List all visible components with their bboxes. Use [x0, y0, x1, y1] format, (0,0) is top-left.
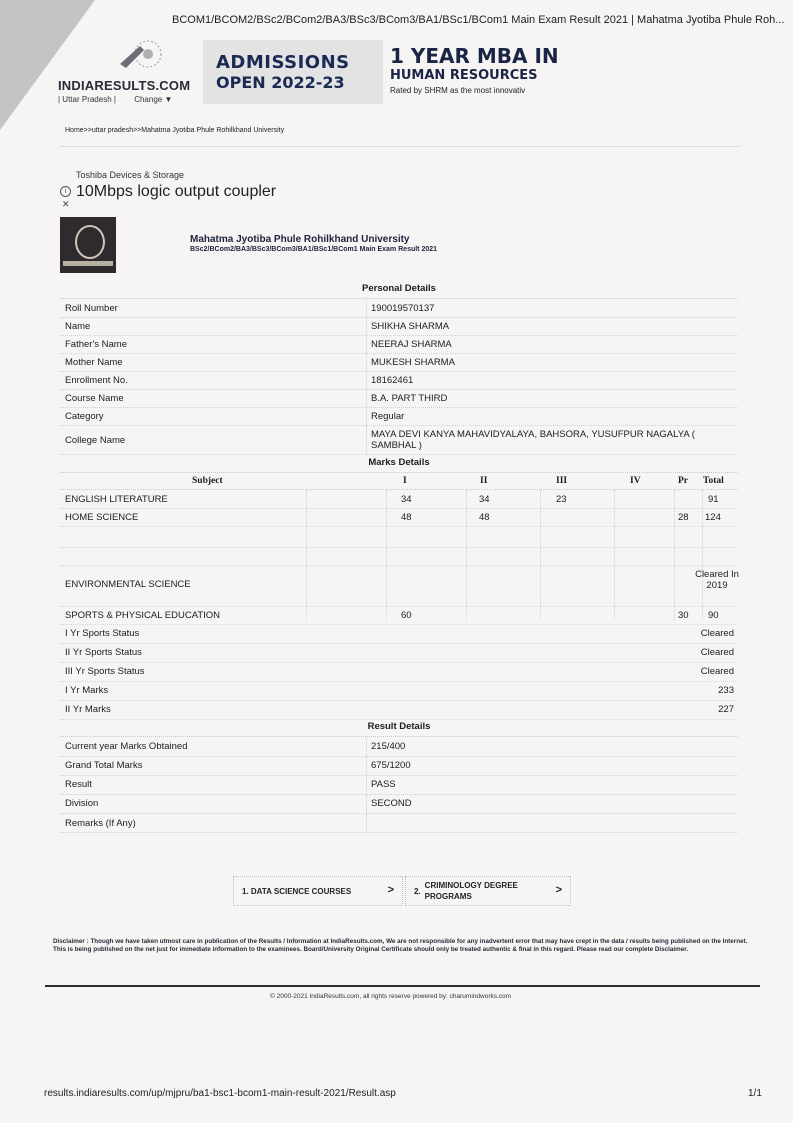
row-value: B.A. PART THIRD — [371, 393, 448, 404]
close-icon[interactable]: ✕ — [62, 199, 70, 209]
footer-divider — [45, 985, 760, 987]
col-total: Total — [703, 476, 724, 486]
marks-row — [60, 607, 738, 625]
divider — [60, 146, 740, 147]
row-label: Current year Marks Obtained — [65, 741, 188, 752]
sponsor-headline[interactable]: 10Mbps logic output coupler — [76, 183, 277, 200]
row-value: 215/400 — [371, 741, 406, 752]
col-i: I — [403, 476, 407, 486]
marks-row-empty — [60, 548, 738, 566]
logo-graphic-icon — [118, 38, 162, 74]
region-label: | Uttar Pradesh | — [58, 95, 116, 104]
marks-details-heading: Marks Details — [60, 457, 738, 473]
row-value: 190019570137 — [371, 303, 435, 314]
subject-name: HOME SCIENCE — [65, 512, 139, 523]
chevron-right-icon: > — [387, 884, 394, 896]
mba-line3: Rated by SHRM as the most innovativ — [390, 86, 526, 95]
status-value: 233 — [718, 685, 734, 696]
personal-row — [60, 300, 738, 318]
row-value: Regular — [371, 411, 405, 422]
link-label-line1: CRIMINOLOGY DEGREE — [424, 881, 518, 890]
row-label: Mother Name — [65, 357, 123, 368]
mba-line1: 1 YEAR MBA IN — [390, 44, 559, 68]
row-value: 675/1200 — [371, 760, 411, 771]
status-label: II Yr Marks — [65, 704, 111, 715]
mark-pr: 30 — [678, 610, 689, 621]
col-iv: IV — [630, 476, 641, 486]
status-value: Cleared — [700, 628, 734, 639]
change-region-link[interactable]: Change ▼ — [134, 95, 173, 104]
status-row — [60, 682, 738, 701]
site-logo[interactable] — [58, 38, 198, 108]
status-label: II Yr Sports Status — [65, 647, 142, 658]
row-value: 18162461 — [371, 375, 414, 386]
admissions-line2: OPEN 2022-23 — [216, 73, 345, 92]
university-name: Mahatma Jyotiba Phule Rohilkhand University — [190, 234, 410, 245]
status-value: Cleared — [700, 666, 734, 677]
mark-iii: 23 — [556, 494, 567, 505]
subject-name: ENVIRONMENTAL SCIENCE — [65, 579, 191, 590]
status-value: 227 — [718, 704, 734, 715]
personal-row — [60, 390, 738, 408]
status-label: III Yr Sports Status — [65, 666, 145, 677]
result-details-heading: Result Details — [60, 721, 738, 737]
marks-row — [60, 566, 738, 607]
marks-row — [60, 509, 738, 527]
status-value: Cleared — [700, 647, 734, 658]
row-label: College Name — [65, 435, 126, 446]
mark-total: 124 — [705, 512, 721, 523]
mark-total: 91 — [708, 494, 719, 505]
disclaimer-text: Disclaimer : Though we have taken utmost care in publication of the Results / Information at IndiaResults.com, We are not responsible for any inadvertent error that may have crept in the data / results being published on the Internet. This is being published on the net just for immediate information to the examinees. Board/University Original Certificate should only be treated authentic & final in this regard. Please read our complete Disclaimer. — [53, 938, 748, 953]
status-row — [60, 663, 738, 682]
row-value: SECOND — [371, 798, 412, 809]
mark-ii: 48 — [479, 512, 490, 523]
subject-name: ENGLISH LITERATURE — [65, 494, 168, 505]
status-label: I Yr Marks — [65, 685, 109, 696]
row-label: Category — [65, 411, 104, 422]
mark-pr: 28 — [678, 512, 689, 523]
link-label: 1. DATA SCIENCE COURSES — [242, 886, 352, 896]
personal-row — [60, 354, 738, 372]
col-iii: III — [556, 476, 568, 486]
mark-i: 34 — [401, 494, 412, 505]
status-row — [60, 644, 738, 663]
marks-row — [60, 491, 738, 509]
personal-row — [60, 408, 738, 426]
university-logo — [60, 217, 116, 273]
info-icon[interactable]: i — [60, 186, 71, 197]
print-footer-url: results.indiaresults.com/up/mjpru/ba1-bsc1-bcom1-main-result-2021/Result.asp — [44, 1088, 396, 1099]
chevron-right-icon: > — [555, 884, 562, 896]
subject-name: SPORTS & PHYSICAL EDUCATION — [65, 610, 221, 621]
personal-row — [60, 426, 738, 455]
university-subtitle: BSc2/BCom2/BA3/BSc3/BCom3/BA1/BSc1/BCom1 Main Exam Result 2021 — [190, 246, 438, 253]
personal-row — [60, 336, 738, 354]
mark-i: 60 — [401, 610, 412, 621]
mark-total: 90 — [708, 610, 719, 621]
logo-text: INDIARESULTS.COM — [58, 78, 191, 93]
row-value: MUKESH SHARMA — [371, 357, 455, 368]
marks-row-empty — [60, 527, 738, 548]
region-selector[interactable] — [58, 95, 172, 104]
mark-total: Cleared In 2019 — [695, 569, 739, 591]
result-row — [60, 776, 738, 795]
link-prefix: 2. — [414, 886, 421, 896]
row-label: Remarks (If Any) — [65, 818, 136, 829]
personal-row — [60, 372, 738, 390]
result-row — [60, 738, 738, 757]
status-label: I Yr Sports Status — [65, 628, 140, 639]
criminology-programs-link[interactable] — [405, 876, 571, 906]
col-ii: II — [480, 476, 488, 486]
row-label: Name — [65, 321, 91, 332]
result-row — [60, 814, 738, 833]
row-label: Grand Total Marks — [65, 760, 143, 771]
copyright-text: © 2000-2021 IndiaResults.com, all rights reserve powered by: charumindworks.com — [270, 993, 512, 1000]
result-row — [60, 757, 738, 776]
status-row — [60, 625, 738, 644]
row-value: PASS — [371, 779, 396, 790]
col-pr: Pr — [678, 476, 689, 486]
mark-ii: 34 — [479, 494, 490, 505]
mba-line2: HUMAN RESOURCES — [390, 68, 538, 83]
row-label: Course Name — [65, 393, 124, 404]
result-row — [60, 795, 738, 814]
personal-details-heading: Personal Details — [60, 283, 738, 299]
row-label: Father's Name — [65, 339, 128, 350]
breadcrumb[interactable]: Home>>uttar pradesh>>Mahatma Jyotiba Phule Rohilkhand University — [65, 127, 285, 134]
row-label: Division — [65, 798, 99, 809]
status-row — [60, 701, 738, 720]
admissions-banner[interactable] — [203, 40, 383, 104]
mba-banner[interactable] — [390, 46, 560, 95]
row-value: NEERAJ SHARMA — [371, 339, 452, 350]
mark-i: 48 — [401, 512, 412, 523]
row-label: Enrollment No. — [65, 375, 128, 386]
row-value: SHIKHA SHARMA — [371, 321, 450, 332]
personal-row — [60, 318, 738, 336]
row-label: Roll Number — [65, 303, 118, 314]
marks-header-row — [60, 474, 738, 490]
row-value: MAYA DEVI KANYA MAHAVIDYALAYA, BAHSORA, YUSUFPUR NAGALYA ( SAMBHAL ) — [371, 429, 695, 451]
row-label: Result — [65, 779, 92, 790]
sponsor-brand[interactable]: Toshiba Devices & Storage — [76, 170, 185, 180]
data-science-courses-link[interactable] — [233, 876, 403, 906]
print-page-number: 1/1 — [748, 1088, 762, 1099]
admissions-line1: ADMISSIONS — [216, 52, 350, 73]
link-label-line2: PROGRAMS — [424, 892, 472, 901]
col-subject: Subject — [192, 476, 223, 486]
print-header-title: BCOM1/BCOM2/BSc2/BCom2/BA3/BSc3/BCom3/BA1/BSc1/BCom1 Main Exam Result 2021 | Mahatma Jyotiba Phule Roh... — [172, 14, 785, 26]
